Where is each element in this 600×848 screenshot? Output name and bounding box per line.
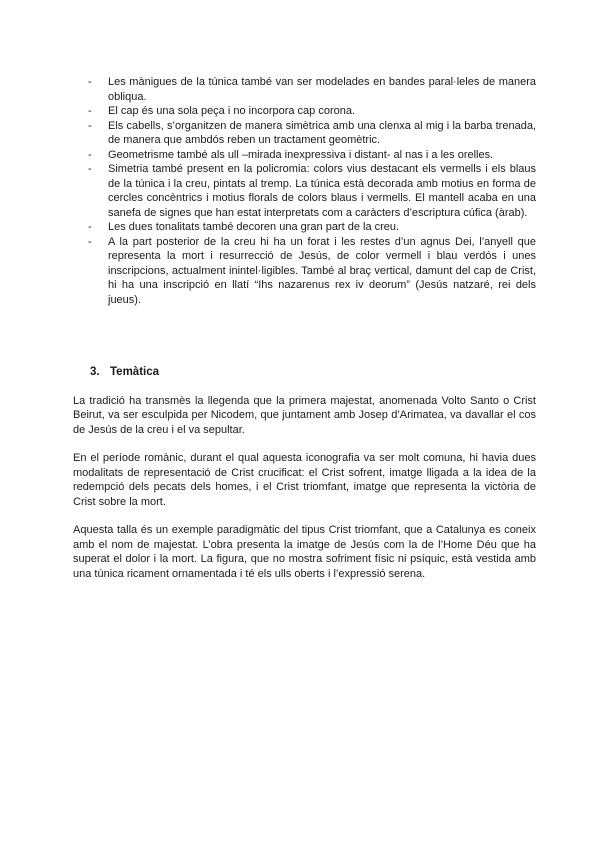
bullet-dash: - [88, 76, 92, 88]
bullet-item [73, 104, 536, 119]
bullet-text: Les dues tonalitats també decoren una gran part de la creu. [108, 221, 400, 233]
bullet-item [73, 235, 536, 308]
bullet-item [73, 119, 536, 148]
bullet-item [73, 220, 536, 235]
section-heading [73, 365, 536, 380]
bullet-dash: - [88, 221, 92, 233]
bullet-item [73, 75, 536, 104]
bullet-item [73, 162, 536, 220]
paragraph: En el període romànic, durant el qual aquesta iconografia va ser molt comuna, hi havia dues modalitats de representació de Crist crucificat: el Crist sofrent, imatge lligada a la idea de la redempció dels pecats dels homes, i el Crist triomfant, imatge que representa la victòria de Crist sobre la mort. [73, 452, 536, 508]
bullet-dash: - [88, 105, 92, 117]
bullet-text: Simetria també present en la policromia: colors vius destacant els vermells i els blaus de la túnica i la creu, pintats al tremp. La túnica està decorada amb motius en forma de cercles concèntrics i motius florals de colors blaus i vermells. El mantell acaba en una sanefa de signes que han estat interpretats com a caràcters d’escriptura cúfica (àrab). [108, 163, 536, 219]
section-number: 3. [90, 366, 100, 378]
paragraph: La tradició ha transmès la llegenda que la primera majestat, anomenada Volto Santo o Crist Beirut, va ser esculpida per Nicodem, que juntament amb Josep d’Arimatea, va davallar el cos de Jesús de la creu i el va sepultar. [73, 394, 536, 436]
bullet-text: Geometrisme també als ull –mirada inexpressiva i distant- al nas i a les orelles. [108, 148, 494, 161]
bullet-text: El cap és una sola peça i no incorpora cap corona. [108, 105, 356, 117]
bullet-text: Les mànigues de la túnica també van ser modelades en bandes paral·leles de manera obliqua. [108, 76, 536, 103]
bullet-dash: - [88, 119, 92, 132]
bullet-dash: - [88, 163, 92, 175]
paragraph: Aquesta talla és un exemple paradigmàtic del tipus Crist triomfant, que a Catalunya es coneix amb el nom de majestat. L’obra presenta la imatge de Jesús com la de l’Home Déu que ha superat el dolor i la mort. La figura, que no mostra sofriment físic ni psíquic, està vestida amb una túnica ricament ornamentada i té els ulls oberts i l’expressió serena. [73, 524, 536, 580]
bullet-list [73, 75, 536, 307]
bullet-text: Els cabells, s’organitzen de manera simètrica amb una clenxa al mig i la barba trenada, de manera que ambdós reben un tractament geomètric. [108, 119, 536, 146]
bullet-item [73, 148, 536, 163]
bullet-text: A la part posterior de la creu hi ha un forat i les restes d’un agnus Dei, l’anyell que representa la mort i resurrecció de Jesús, de color vermell i blau verdós i unes inscripcions, actualment inintel·ligibles. També al braç vertical, damunt del cap de Crist, hi ha una inscripció en llatí “Ihs nazarenus rex iv deorum” (Jesús natzaré, rei dels jueus). [108, 235, 536, 306]
bullet-dash: - [88, 235, 92, 248]
section-title: Temàtica [110, 366, 160, 378]
bullet-dash: - [88, 148, 92, 161]
